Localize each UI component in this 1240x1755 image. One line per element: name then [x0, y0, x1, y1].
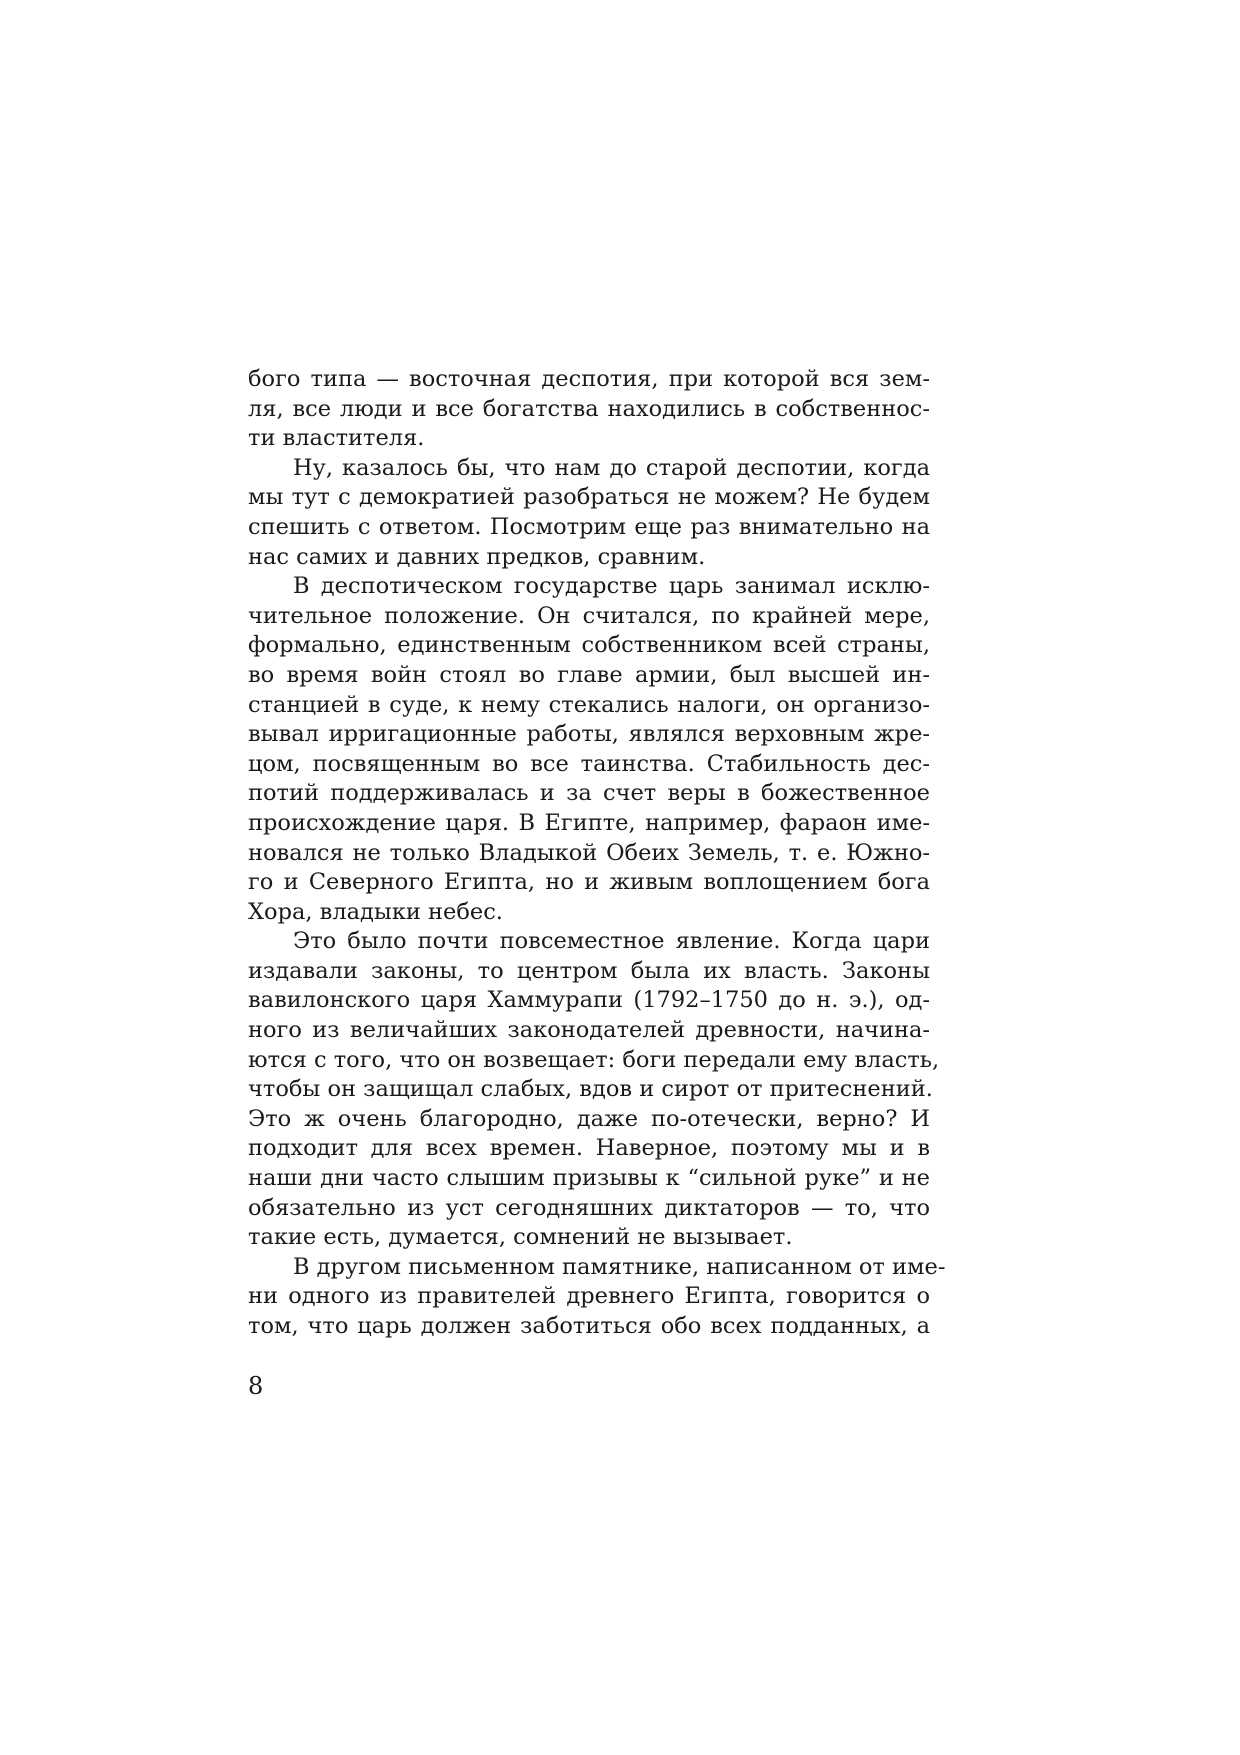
text-line: цом, посвященным во все таинства. Стабильность дес- [248, 750, 930, 777]
text-line: Это ж очень благородно, даже по-отечески, верно? И [248, 1105, 930, 1132]
text-line: новался не только Владыкой Обеих Земель, т. е. Южно- [248, 839, 930, 866]
body-text [248, 365, 946, 1342]
text-line: том, что царь должен заботиться обо всех подданных, а [248, 1313, 930, 1339]
text-line: станцией в суде, к нему стекались налоги, он организо- [248, 691, 930, 718]
text-line: го и Северного Египта, но и живым воплощением бога [248, 869, 930, 896]
text-line: формально, единственным собственником всей страны, [248, 632, 930, 659]
text-line: бого типа — восточная деспотия, при которой вся зем- [248, 366, 930, 392]
text-line: ются с того, что он возвещает: боги передали ему власть, [248, 1046, 940, 1073]
text-line: обязательно из уст сегодняшних диктаторов — то, что [248, 1194, 930, 1221]
text-line: Хора, владыки небес. [248, 898, 503, 925]
text-line: ля, все люди и все богатства находились в собственнос- [248, 395, 930, 422]
text-line: происхождение царя. В Египте, например, фараон име- [248, 809, 930, 836]
text-line: такие есть, думается, сомнений не вызывает. [248, 1224, 793, 1251]
text-line: Это было почти повсеместное явление. Когда цари [293, 928, 930, 955]
text-line: ни одного из правителей древнего Египта, говорится о [248, 1283, 930, 1310]
text-line: наши дни часто слышим призывы к “сильной руке” и не [248, 1165, 930, 1192]
text-line: ного из величайших законодателей древности, начина- [248, 1017, 930, 1044]
page-number: 8 [248, 1372, 264, 1400]
text-line: мы тут с демократией разобраться не можем? Не будем [248, 484, 930, 511]
text-line: чтобы он защищал слабых, вдов и сирот от притеснений. [248, 1076, 933, 1103]
text-line: спешить с ответом. Посмотрим еще раз внимательно на [248, 513, 930, 540]
text-line: В деспотическом государстве царь занимал исклю- [293, 573, 930, 600]
text-line: нас самих и давних предков, сравним. [248, 543, 706, 570]
text-line: чительное положение. Он считался, по крайней мере, [248, 602, 930, 629]
text-line: Ну, казалось бы, что нам до старой деспотии, когда [293, 454, 930, 481]
text-line: издавали законы, то центром была их власть. Законы [248, 957, 930, 984]
text-line: потий поддерживалась и за счет веры в божественное [248, 780, 930, 807]
text-line: подходит для всех времен. Наверное, поэтому мы и в [248, 1135, 930, 1162]
text-line: ти властителя. [248, 425, 425, 452]
text-line: В другом письменном памятнике, написанном от име- [293, 1253, 946, 1280]
text-line: во время войн стоял во главе армии, был высшей ин- [248, 661, 930, 688]
text-line: вывал ирригационные работы, являлся верховным жре- [248, 721, 930, 748]
text-line: вавилонского царя Хаммурапи (1792–1750 до н. э.), од- [248, 987, 930, 1014]
